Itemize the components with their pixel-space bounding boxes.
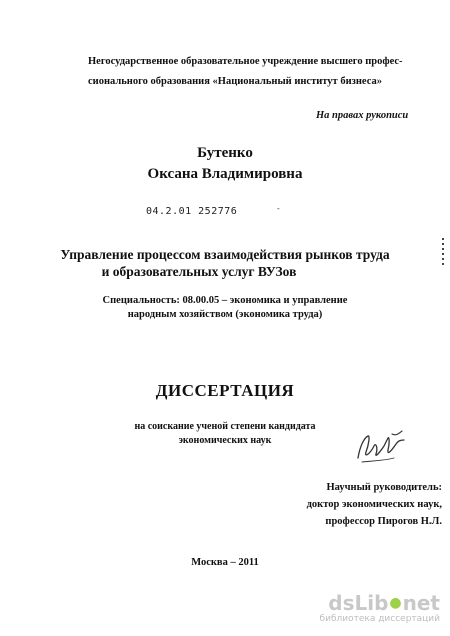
specialty-line-1: Специальность: 08.00.05 – экономика и управление bbox=[102, 295, 348, 306]
institution-line-1: Негосударственное образовательное учреждение высшего профес- bbox=[88, 56, 403, 67]
watermark-dot-icon: ● bbox=[389, 595, 402, 611]
document-type-heading: ДИССЕРТАЦИЯ bbox=[155, 381, 295, 400]
archive-stamp-mark: - bbox=[277, 204, 280, 213]
title-line-2: и образовательных услуг ВУЗов bbox=[101, 264, 297, 279]
supervisor-line-1: Научный руководитель: bbox=[326, 482, 442, 493]
watermark-brand bbox=[328, 592, 440, 614]
dissertation-title bbox=[0, 246, 450, 280]
institution-header bbox=[88, 52, 418, 92]
title-line-1: Управление процессом взаимодействия рынков труда bbox=[60, 247, 390, 262]
watermark-subtitle: библиотека диссертаций bbox=[319, 614, 440, 624]
watermark-brand-right: net bbox=[402, 591, 440, 615]
archive-stamp-number: 04.2.01 252776 bbox=[146, 206, 238, 217]
supervisor-line-2: доктор экономических наук, bbox=[306, 499, 442, 510]
rights-note: На правах рукописи bbox=[316, 110, 409, 121]
handwritten-signature-icon bbox=[352, 428, 412, 468]
watermark-brand-left: dsLib bbox=[328, 591, 389, 615]
degree-line-2: экономических наук bbox=[178, 435, 272, 446]
specialty-line-2: народным хозяйством (экономика труда) bbox=[127, 309, 323, 320]
institution-line-2: сионального образования «Национальный институт бизнеса» bbox=[88, 76, 382, 87]
place-and-year: Москва – 2011 bbox=[191, 557, 259, 568]
watermark-logo[interactable] bbox=[300, 592, 440, 625]
author-surname: Бутенко bbox=[197, 145, 253, 161]
author-block bbox=[0, 143, 450, 185]
author-name: Оксана Владимировна bbox=[147, 166, 303, 182]
supervisor-line-3: профессор Пирогов Н.Л. bbox=[325, 516, 442, 527]
degree-line-1: на соискание ученой степени кандидата bbox=[134, 421, 316, 432]
specialty-block bbox=[0, 294, 450, 322]
supervisor-block bbox=[262, 479, 442, 530]
